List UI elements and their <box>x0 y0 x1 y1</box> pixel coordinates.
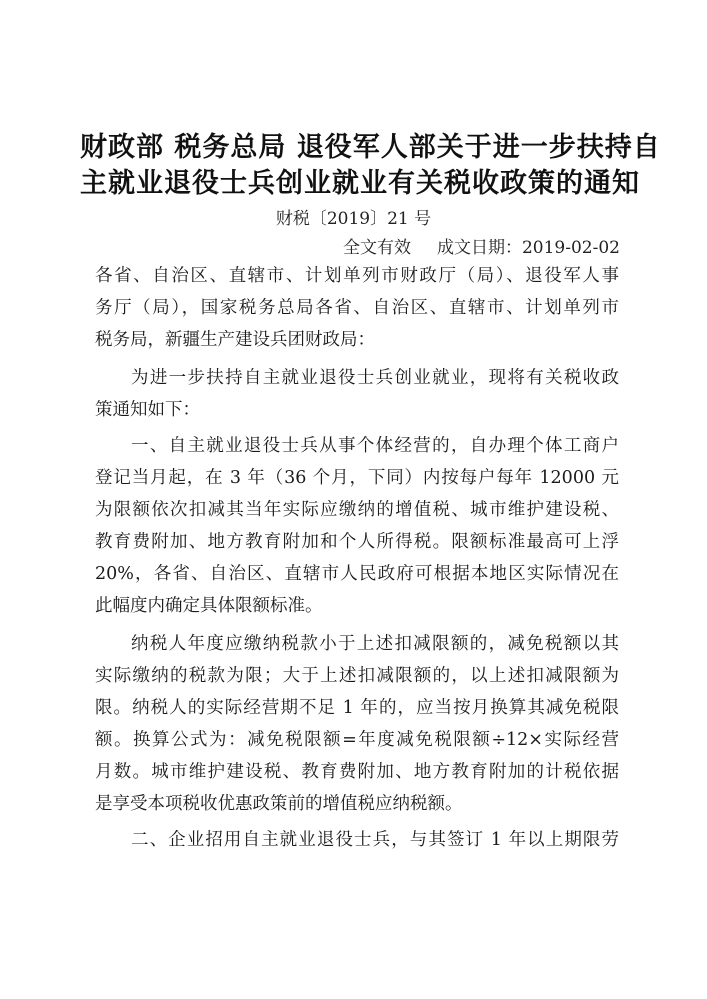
paragraph-line: 税务局，新疆生产建设兵团财政局： <box>95 330 375 350</box>
paragraph-line: 教育费附加、地方教育附加和个人所得税。限额标准最高可上浮 <box>95 532 619 552</box>
issue-date: 成文日期：2019-02-02 <box>436 238 620 258</box>
document-number: 财税〔2019〕21 号 <box>275 209 432 229</box>
paragraph-line: 二、企业招用自主就业退役士兵，与其签订 1 年以上期限劳 <box>131 830 619 850</box>
addressee-paragraph <box>95 260 619 356</box>
paragraph-line: 登记当月起，在 3 年（36 个月，下同）内按每户每年 12000 元 <box>95 468 619 488</box>
paragraph-line: 限。纳税人的实际经营期不足 1 年的，应当按月换算其减免税限 <box>95 698 619 718</box>
intro-paragraph <box>95 362 619 426</box>
validity-status: 全文有效 <box>342 238 411 258</box>
section-one-paragraph <box>95 430 619 622</box>
section-one-detail-paragraph <box>95 628 619 820</box>
paragraph-line: 纳税人年度应缴纳税款小于上述扣减限额的，减免税额以其 <box>131 634 619 654</box>
paragraph-line: 是享受本项税收优惠政策前的增值税应纳税额。 <box>95 794 463 814</box>
paragraph-line: 为限额依次扣减其当年实际应缴纳的增值税、城市维护建设税、 <box>95 500 619 520</box>
document-title-line-1: 财政部 税务总局 退役军人部关于进一步扶持自 <box>80 132 661 163</box>
paragraph-line: 各省、自治区、直辖市、计划单列市财政厅（局）、退役军人事 <box>95 266 619 286</box>
paragraph-line: 为进一步扶持自主就业退役士兵创业就业，现将有关税收政 <box>131 368 619 388</box>
paragraph-line: 策通知如下： <box>95 400 200 420</box>
paragraph-line: 额。换算公式为：减免税限额=年度减免税限额÷12×实际经营 <box>95 730 619 750</box>
document-title-line-2: 主就业退役士兵创业就业有关税收政策的通知 <box>80 168 640 199</box>
section-two-paragraph <box>95 824 619 856</box>
paragraph-line: 月数。城市维护建设税、教育费附加、地方教育附加的计税依据 <box>95 762 619 782</box>
paragraph-line: 实际缴纳的税款为限；大于上述扣减限额的，以上述扣减限额为 <box>95 666 619 686</box>
paragraph-line: 20%，各省、自治区、直辖市人民政府可根据本地区实际情况在 <box>95 564 619 584</box>
paragraph-line: 一、自主就业退役士兵从事个体经营的，自办理个体工商户 <box>131 436 619 456</box>
document-status-row <box>343 236 620 260</box>
paragraph-line: 此幅度内确定具体限额标准。 <box>95 596 323 616</box>
paragraph-line: 务厅（局），国家税务总局各省、自治区、直辖市、计划单列市 <box>95 298 619 318</box>
